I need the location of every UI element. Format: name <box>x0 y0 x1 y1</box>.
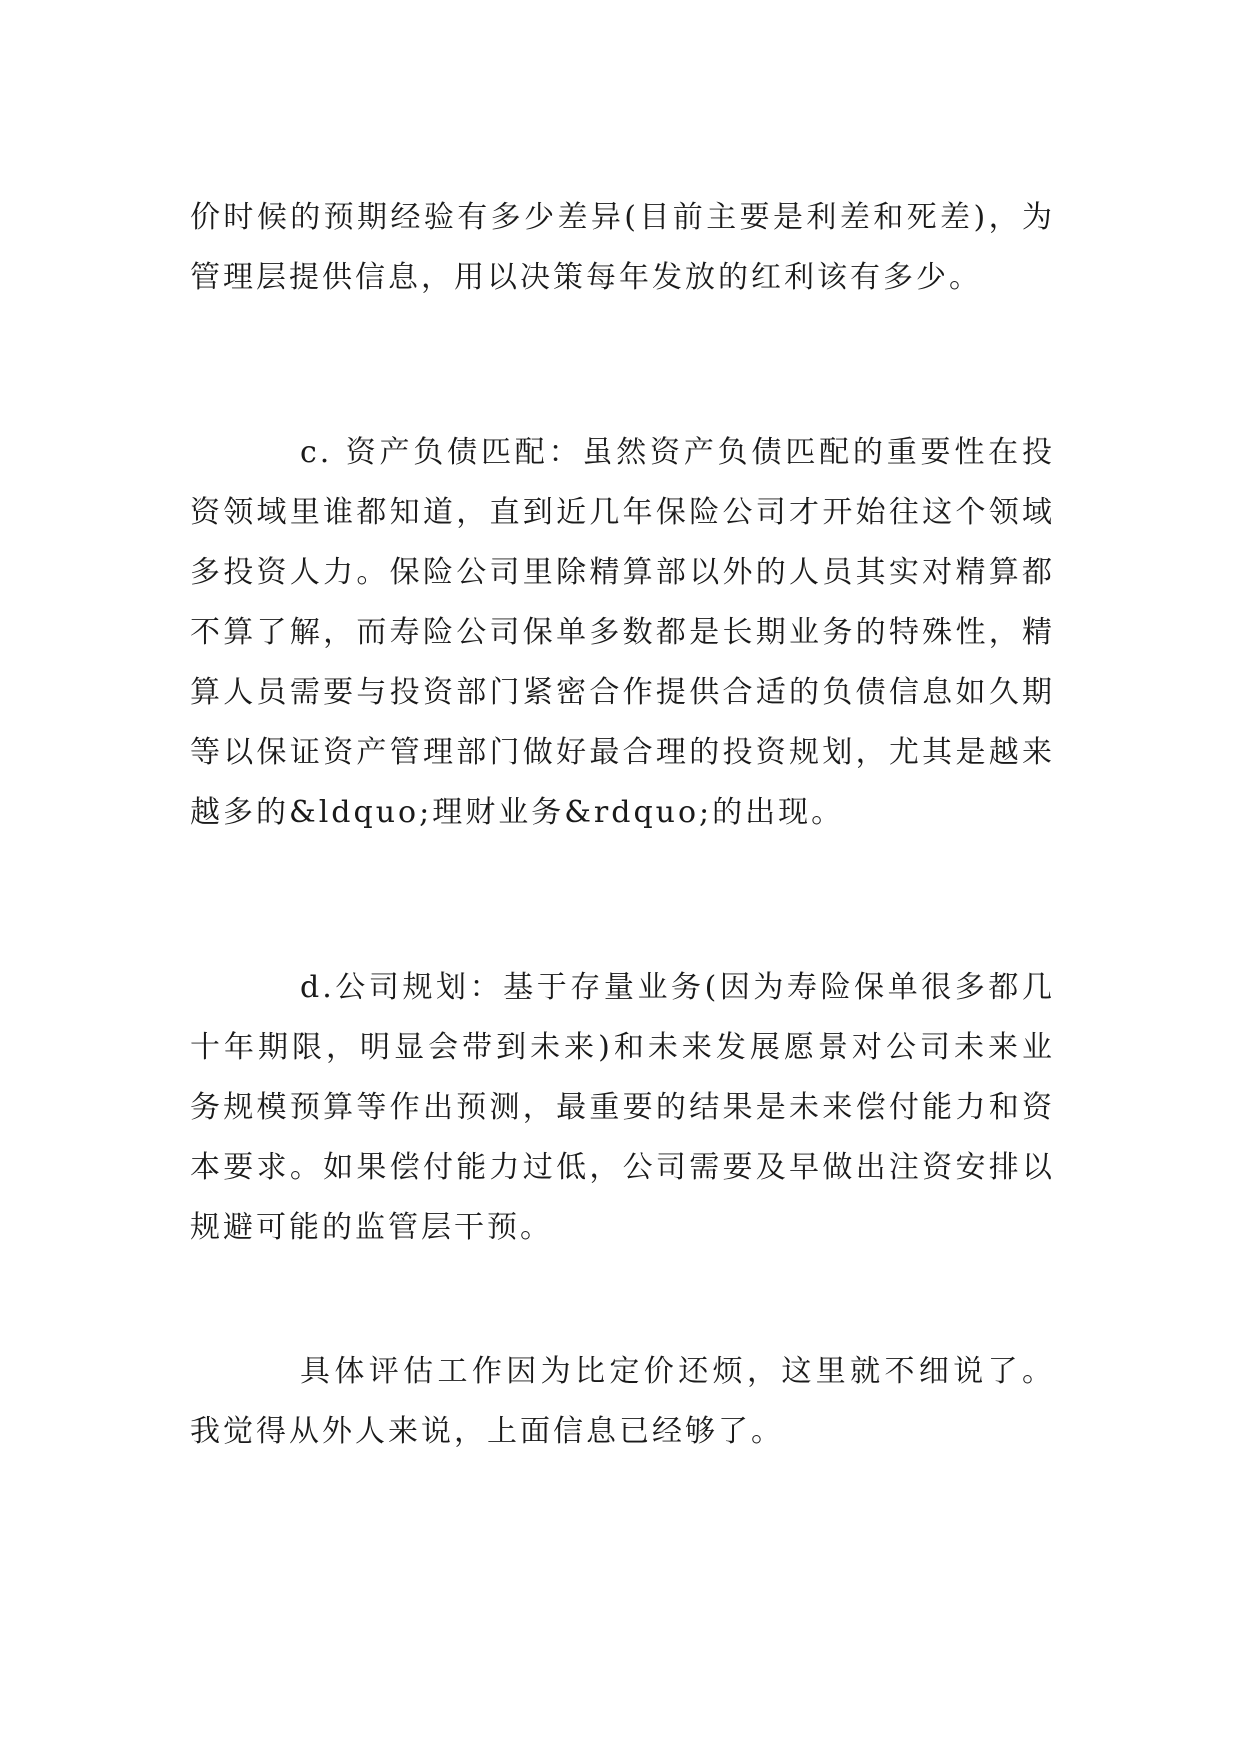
paragraph-asset-liability-matching: c. 资产负债匹配：虽然资产负债匹配的重要性在投资领域里谁都知道，直到近几年保险公司才开始往这个领域多投资人力。保险公司里除精算部以外的人员其实对精算都不算了解，而寿险公司保单多数都是长期业务的特殊性，精算人员需要与投资部门紧密合作提供合适的负债信息如久期等以保证资产管理部门做好最合理的投资规划，尤其是越来越多的&ldquo;理财业务&rdquo;的出现。 <box>190 435 1055 830</box>
paragraph-conclusion: 具体评估工作因为比定价还烦，这里就不细说了。我觉得从外人来说，上面信息已经够了。 <box>190 1354 1055 1449</box>
paragraph-dividend-continuation: 价时候的预期经验有多少差异(目前主要是利差和死差)，为管理层提供信息，用以决策每年发放的红利该有多少。 <box>190 200 1055 295</box>
paragraph-company-planning: d.公司规划：基于存量业务(因为寿险保单很多都几十年期限，明显会带到未来)和未来发展愿景对公司未来业务规模预算等作出预测，最重要的结果是未来偿付能力和资本要求。如果偿付能力过低，公司需要及早做出注资安排以规避可能的监管层干预。 <box>190 970 1055 1245</box>
